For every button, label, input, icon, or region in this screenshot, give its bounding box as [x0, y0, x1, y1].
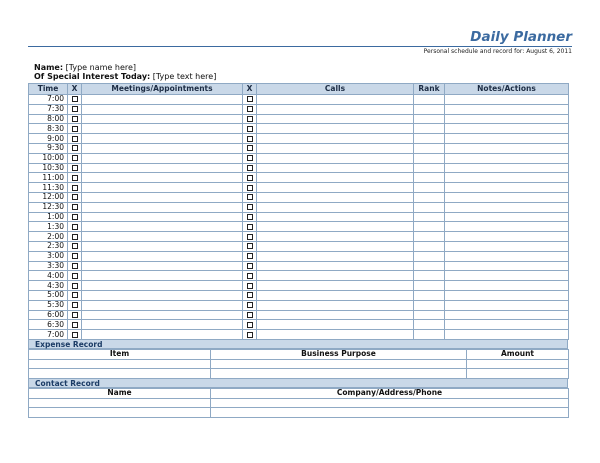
call-checkbox[interactable] [247, 292, 253, 298]
time-cell: 9:00 [29, 134, 68, 144]
call-checkbox[interactable] [247, 234, 253, 240]
name-label: Name: [34, 63, 64, 72]
notes-cell[interactable] [445, 202, 569, 212]
schedule-row [29, 95, 569, 105]
call-checkbox[interactable] [247, 214, 253, 220]
call-checkbox-cell [243, 232, 257, 242]
schedule-row [29, 330, 569, 340]
notes-cell[interactable] [445, 251, 569, 261]
meeting-cell[interactable] [82, 124, 243, 134]
meeting-cell[interactable] [82, 271, 243, 281]
notes-cell[interactable] [445, 261, 569, 271]
meeting-checkbox[interactable] [72, 106, 78, 112]
notes-cell[interactable] [445, 143, 569, 153]
meeting-checkbox[interactable] [72, 214, 78, 220]
call-cell[interactable] [257, 143, 414, 153]
meeting-checkbox[interactable] [72, 136, 78, 142]
notes-cell[interactable] [445, 271, 569, 281]
meeting-cell[interactable] [82, 261, 243, 271]
meeting-checkbox-cell [68, 222, 82, 232]
meeting-checkbox-cell [68, 143, 82, 153]
rank-cell[interactable] [414, 95, 445, 105]
time-cell: 12:00 [29, 192, 68, 202]
schedule-body [29, 95, 569, 340]
schedule-table [28, 83, 569, 340]
call-checkbox[interactable] [247, 283, 253, 289]
meeting-checkbox-cell [68, 212, 82, 222]
meeting-checkbox-cell [68, 281, 82, 291]
notes-header: Notes/Actions [445, 84, 569, 95]
call-cell[interactable] [257, 124, 414, 134]
meeting-checkbox-cell [68, 183, 82, 193]
notes-cell[interactable] [445, 124, 569, 134]
meeting-cell[interactable] [82, 310, 243, 320]
item-header: Item [29, 350, 211, 360]
expense-item-cell[interactable] [29, 369, 211, 379]
meeting-cell[interactable] [82, 134, 243, 144]
meeting-checkbox[interactable] [72, 332, 78, 338]
page-subtitle: Personal schedule and record for: August 6, 2011 [423, 48, 572, 55]
rank-cell[interactable] [414, 290, 445, 300]
schedule-row [29, 143, 569, 153]
schedule-row [29, 104, 569, 114]
call-cell[interactable] [257, 95, 414, 105]
call-checkbox-cell [243, 310, 257, 320]
meeting-checkbox-cell [68, 290, 82, 300]
meeting-cell[interactable] [82, 183, 243, 193]
notes-cell[interactable] [445, 104, 569, 114]
call-cell[interactable] [257, 183, 414, 193]
call-cell[interactable] [257, 114, 414, 124]
time-cell: 2:00 [29, 232, 68, 242]
contact-section-title: Contact Record [28, 378, 568, 388]
rank-cell[interactable] [414, 232, 445, 242]
interest-label: Of Special Interest Today: [34, 72, 151, 81]
meeting-checkbox-cell [68, 320, 82, 330]
schedule-row [29, 153, 569, 163]
rank-cell[interactable] [414, 163, 445, 173]
meeting-checkbox[interactable] [72, 145, 78, 151]
call-checkbox-cell [243, 124, 257, 134]
rank-cell[interactable] [414, 124, 445, 134]
call-checkbox-cell [243, 104, 257, 114]
meeting-checkbox-cell [68, 310, 82, 320]
call-checkbox-cell [243, 173, 257, 183]
meeting-checkbox-cell [68, 124, 82, 134]
meeting-cell[interactable] [82, 330, 243, 340]
call-checkbox-cell [243, 300, 257, 310]
time-cell: 10:00 [29, 153, 68, 163]
time-header: Time [29, 84, 68, 95]
purpose-header: Business Purpose [211, 350, 467, 360]
meeting-checkbox-cell [68, 104, 82, 114]
rank-header: Rank [414, 84, 445, 95]
call-checkbox-cell [243, 320, 257, 330]
time-cell: 8:30 [29, 124, 68, 134]
rank-cell[interactable] [414, 212, 445, 222]
expense-purpose-cell[interactable] [211, 359, 467, 369]
meeting-checkbox[interactable] [72, 243, 78, 249]
schedule-row [29, 310, 569, 320]
call-checkbox[interactable] [247, 312, 253, 318]
notes-cell[interactable] [445, 134, 569, 144]
call-cell[interactable] [257, 212, 414, 222]
rank-cell[interactable] [414, 251, 445, 261]
time-cell: 1:30 [29, 222, 68, 232]
meeting-checkbox[interactable] [72, 312, 78, 318]
meeting-checkbox[interactable] [72, 175, 78, 181]
time-cell: 4:00 [29, 271, 68, 281]
call-checkbox[interactable] [247, 204, 253, 210]
call-cell[interactable] [257, 261, 414, 271]
time-cell: 2:30 [29, 241, 68, 251]
meeting-checkbox[interactable] [72, 302, 78, 308]
call-checkbox[interactable] [247, 175, 253, 181]
notes-cell[interactable] [445, 163, 569, 173]
meeting-cell[interactable] [82, 212, 243, 222]
time-cell: 4:30 [29, 281, 68, 291]
expense-purpose-cell[interactable] [211, 369, 467, 379]
call-checkbox-cell [243, 95, 257, 105]
meeting-cell[interactable] [82, 153, 243, 163]
call-checkbox-cell [243, 290, 257, 300]
call-cell[interactable] [257, 192, 414, 202]
time-cell: 6:00 [29, 310, 68, 320]
call-cell[interactable] [257, 330, 414, 340]
meeting-checkbox-cell [68, 134, 82, 144]
notes-cell[interactable] [445, 232, 569, 242]
call-cell[interactable] [257, 202, 414, 212]
call-checkbox[interactable] [247, 185, 253, 191]
contact-header-row [29, 389, 569, 399]
rank-cell[interactable] [414, 281, 445, 291]
schedule-row [29, 183, 569, 193]
call-cell[interactable] [257, 222, 414, 232]
time-cell: 10:30 [29, 163, 68, 173]
call-checkbox[interactable] [247, 263, 253, 269]
call-checkbox[interactable] [247, 155, 253, 161]
meeting-checkbox-cell [68, 271, 82, 281]
call-cell[interactable] [257, 134, 414, 144]
meeting-cell[interactable] [82, 114, 243, 124]
rank-cell[interactable] [414, 261, 445, 271]
meeting-checkbox-cell [68, 241, 82, 251]
title-rule [28, 46, 572, 47]
page-title: Daily Planner [470, 29, 572, 45]
rank-cell[interactable] [414, 143, 445, 153]
rank-cell[interactable] [414, 241, 445, 251]
contact-name-header: Name [29, 389, 211, 399]
meeting-checkbox[interactable] [72, 273, 78, 279]
time-cell: 3:30 [29, 261, 68, 271]
call-checkbox-cell [243, 222, 257, 232]
company-header: Company/Address/Phone [211, 389, 569, 399]
notes-cell[interactable] [445, 222, 569, 232]
call-checkbox[interactable] [247, 165, 253, 171]
call-checkbox-cell [243, 134, 257, 144]
time-cell: 1:00 [29, 212, 68, 222]
meeting-checkbox-cell [68, 330, 82, 340]
schedule-row [29, 281, 569, 291]
call-checkbox[interactable] [247, 332, 253, 338]
meeting-cell[interactable] [82, 251, 243, 261]
call-checkbox-cell [243, 271, 257, 281]
rank-cell[interactable] [414, 320, 445, 330]
call-checkbox[interactable] [247, 302, 253, 308]
schedule-row [29, 192, 569, 202]
meeting-checkbox-cell [68, 163, 82, 173]
meetings-header: Meetings/Appointments [82, 84, 243, 95]
call-checkbox-cell [243, 261, 257, 271]
notes-cell[interactable] [445, 114, 569, 124]
interest-value[interactable]: [Type text here] [152, 72, 217, 81]
schedule-row [29, 261, 569, 271]
notes-cell[interactable] [445, 300, 569, 310]
notes-cell[interactable] [445, 173, 569, 183]
call-checkbox-cell [243, 202, 257, 212]
time-cell: 8:00 [29, 114, 68, 124]
schedule-row [29, 300, 569, 310]
call-cell[interactable] [257, 271, 414, 281]
schedule-row [29, 202, 569, 212]
meeting-checkbox-cell [68, 251, 82, 261]
notes-cell[interactable] [445, 183, 569, 193]
rank-cell[interactable] [414, 173, 445, 183]
meeting-checkbox[interactable] [72, 283, 78, 289]
schedule-row [29, 124, 569, 134]
notes-cell[interactable] [445, 212, 569, 222]
rank-cell[interactable] [414, 222, 445, 232]
notes-cell[interactable] [445, 95, 569, 105]
time-cell: 9:30 [29, 143, 68, 153]
time-cell: 3:00 [29, 251, 68, 261]
x-header-meetings: X [68, 84, 82, 95]
time-cell: 7:00 [29, 95, 68, 105]
notes-cell[interactable] [445, 320, 569, 330]
meeting-checkbox-cell [68, 95, 82, 105]
meeting-cell[interactable] [82, 163, 243, 173]
schedule-row [29, 212, 569, 222]
call-cell[interactable] [257, 281, 414, 291]
call-checkbox[interactable] [247, 194, 253, 200]
expense-amount-cell[interactable] [467, 359, 569, 369]
call-cell[interactable] [257, 320, 414, 330]
notes-cell[interactable] [445, 330, 569, 340]
meeting-checkbox[interactable] [72, 185, 78, 191]
schedule-row [29, 241, 569, 251]
meeting-checkbox[interactable] [72, 263, 78, 269]
meeting-checkbox[interactable] [72, 253, 78, 259]
expense-table [28, 349, 569, 379]
expense-row [29, 359, 569, 369]
schedule-row [29, 114, 569, 124]
schedule-row [29, 163, 569, 173]
meeting-checkbox[interactable] [72, 96, 78, 102]
schedule-row [29, 173, 569, 183]
meeting-checkbox[interactable] [72, 194, 78, 200]
call-checkbox-cell [243, 192, 257, 202]
call-checkbox[interactable] [247, 224, 253, 230]
call-checkbox-cell [243, 241, 257, 251]
call-checkbox-cell [243, 330, 257, 340]
contact-row [29, 408, 569, 418]
meeting-cell[interactable] [82, 320, 243, 330]
notes-cell[interactable] [445, 290, 569, 300]
call-cell[interactable] [257, 153, 414, 163]
amount-header: Amount [467, 350, 569, 360]
rank-cell[interactable] [414, 271, 445, 281]
calls-header: Calls [257, 84, 414, 95]
time-cell: 5:00 [29, 290, 68, 300]
time-cell: 11:00 [29, 173, 68, 183]
call-checkbox[interactable] [247, 322, 253, 328]
meeting-cell[interactable] [82, 173, 243, 183]
notes-cell[interactable] [445, 281, 569, 291]
call-cell[interactable] [257, 163, 414, 173]
schedule-row [29, 134, 569, 144]
contact-name-cell[interactable] [29, 398, 211, 408]
call-checkbox-cell [243, 163, 257, 173]
rank-cell[interactable] [414, 310, 445, 320]
meeting-checkbox[interactable] [72, 204, 78, 210]
notes-cell[interactable] [445, 153, 569, 163]
meeting-cell[interactable] [82, 241, 243, 251]
time-cell: 7:30 [29, 104, 68, 114]
contact-table [28, 388, 569, 418]
meeting-checkbox[interactable] [72, 155, 78, 161]
call-checkbox[interactable] [247, 273, 253, 279]
rank-cell[interactable] [414, 192, 445, 202]
time-cell: 6:30 [29, 320, 68, 330]
meeting-cell[interactable] [82, 300, 243, 310]
meeting-checkbox[interactable] [72, 224, 78, 230]
meeting-checkbox-cell [68, 192, 82, 202]
name-value[interactable]: [Type name here] [65, 63, 137, 72]
contact-name-cell[interactable] [29, 408, 211, 418]
expense-row [29, 369, 569, 379]
expense-section-title: Expense Record [28, 339, 568, 349]
notes-cell[interactable] [445, 192, 569, 202]
meeting-checkbox[interactable] [72, 322, 78, 328]
call-cell[interactable] [257, 310, 414, 320]
call-cell[interactable] [257, 104, 414, 114]
call-cell[interactable] [257, 241, 414, 251]
call-cell[interactable] [257, 251, 414, 261]
rank-cell[interactable] [414, 300, 445, 310]
meeting-checkbox[interactable] [72, 292, 78, 298]
meeting-checkbox-cell [68, 232, 82, 242]
meeting-cell[interactable] [82, 232, 243, 242]
schedule-row [29, 222, 569, 232]
call-checkbox[interactable] [247, 116, 253, 122]
call-cell[interactable] [257, 300, 414, 310]
time-cell: 12:30 [29, 202, 68, 212]
meeting-checkbox-cell [68, 114, 82, 124]
meeting-cell[interactable] [82, 104, 243, 114]
call-checkbox-cell [243, 281, 257, 291]
meeting-checkbox-cell [68, 173, 82, 183]
meeting-cell[interactable] [82, 192, 243, 202]
meeting-cell[interactable] [82, 281, 243, 291]
meeting-checkbox-cell [68, 202, 82, 212]
meeting-checkbox[interactable] [72, 116, 78, 122]
interest-field [34, 72, 216, 81]
contact-row [29, 398, 569, 408]
call-checkbox[interactable] [247, 96, 253, 102]
rank-cell[interactable] [414, 104, 445, 114]
expense-header-row [29, 350, 569, 360]
call-checkbox[interactable] [247, 136, 253, 142]
meeting-checkbox[interactable] [72, 126, 78, 132]
x-header-calls: X [243, 84, 257, 95]
meeting-checkbox[interactable] [72, 165, 78, 171]
call-checkbox[interactable] [247, 253, 253, 259]
expense-amount-cell[interactable] [467, 369, 569, 379]
call-checkbox-cell [243, 183, 257, 193]
schedule-row [29, 320, 569, 330]
schedule-row [29, 290, 569, 300]
schedule-row [29, 271, 569, 281]
rank-cell[interactable] [414, 114, 445, 124]
call-checkbox[interactable] [247, 145, 253, 151]
call-cell[interactable] [257, 173, 414, 183]
meeting-checkbox[interactable] [72, 234, 78, 240]
meeting-checkbox-cell [68, 261, 82, 271]
meeting-cell[interactable] [82, 222, 243, 232]
notes-cell[interactable] [445, 310, 569, 320]
meeting-cell[interactable] [82, 143, 243, 153]
meeting-checkbox-cell [68, 300, 82, 310]
schedule-row [29, 232, 569, 242]
rank-cell[interactable] [414, 153, 445, 163]
time-cell: 11:30 [29, 183, 68, 193]
rank-cell[interactable] [414, 183, 445, 193]
call-cell[interactable] [257, 290, 414, 300]
call-checkbox-cell [243, 143, 257, 153]
meeting-cell[interactable] [82, 202, 243, 212]
call-checkbox[interactable] [247, 243, 253, 249]
call-checkbox-cell [243, 212, 257, 222]
rank-cell[interactable] [414, 202, 445, 212]
call-cell[interactable] [257, 232, 414, 242]
rank-cell[interactable] [414, 134, 445, 144]
call-checkbox[interactable] [247, 126, 253, 132]
call-checkbox-cell [243, 114, 257, 124]
expense-item-cell[interactable] [29, 359, 211, 369]
schedule-header-row [29, 84, 569, 95]
call-checkbox-cell [243, 153, 257, 163]
rank-cell[interactable] [414, 330, 445, 340]
meeting-cell[interactable] [82, 290, 243, 300]
call-checkbox[interactable] [247, 106, 253, 112]
contact-company-cell[interactable] [211, 398, 569, 408]
notes-cell[interactable] [445, 241, 569, 251]
schedule-row [29, 251, 569, 261]
meeting-checkbox-cell [68, 153, 82, 163]
call-checkbox-cell [243, 251, 257, 261]
meeting-cell[interactable] [82, 95, 243, 105]
name-field [34, 63, 136, 72]
time-cell: 7:00 [29, 330, 68, 340]
time-cell: 5:30 [29, 300, 68, 310]
contact-company-cell[interactable] [211, 408, 569, 418]
